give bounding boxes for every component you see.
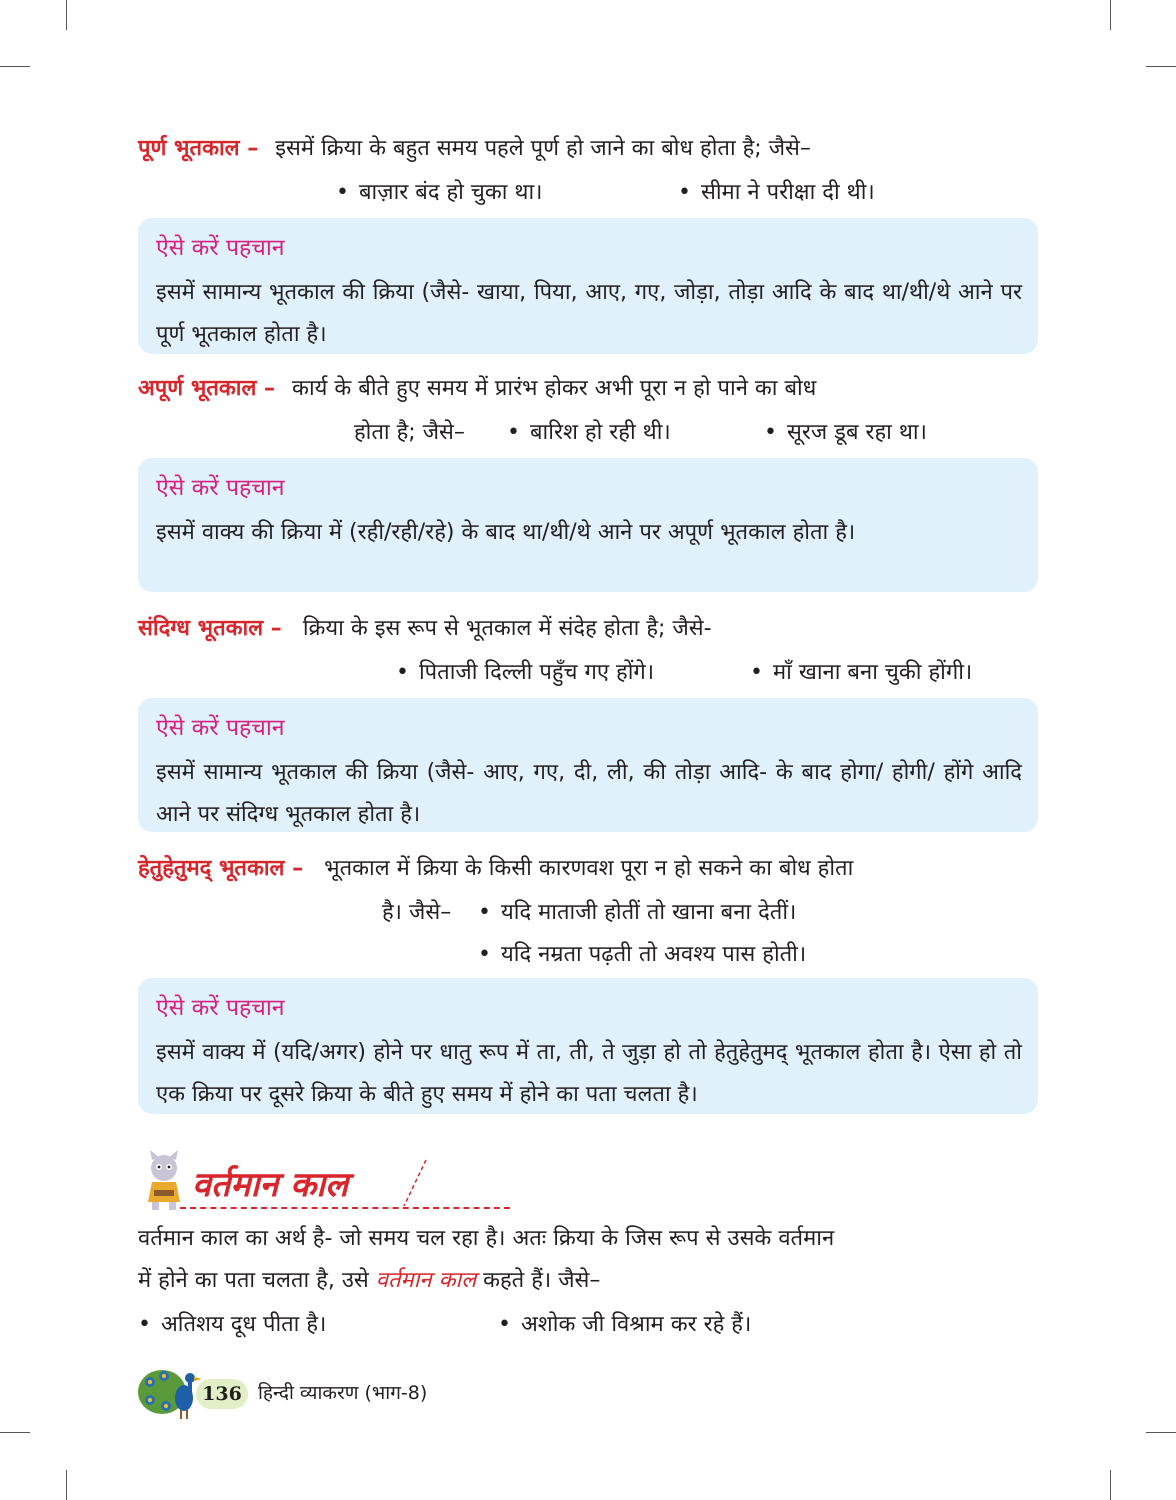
- definition-text: भूतकाल में क्रिया के किसी कारणवश पूरा न हो सकने का बोध होता: [324, 856, 854, 881]
- term-heading: संदिग्ध भूतकाल –: [138, 616, 282, 641]
- section-heading: [140, 1150, 440, 1220]
- box-text: इसमें सामान्य भूतकाल की क्रिया (जैसे- आए, गए, दी, ली, की तोड़ा आदि- के बाद होगा/ होगी/ होंगे आदि आने पर संदिग्ध भूतकाल होता है।: [156, 760, 1022, 827]
- identify-box: [138, 698, 1038, 832]
- heading-underline: [180, 1207, 510, 1209]
- example-item: • बारिश हो रही थी।: [507, 416, 671, 450]
- identify-box: [138, 458, 1038, 592]
- example-item: • पिताजी दिल्ली पहुँच गए होंगे।: [396, 656, 654, 690]
- paragraph-text: में होने का पता चलता है, उसे: [138, 1268, 376, 1293]
- paragraph-text: कहते हैं। जैसे–: [476, 1268, 601, 1293]
- crop-mark: [0, 1432, 30, 1433]
- box-text: इसमें वाक्य में (यदि/अगर) होने पर धातु रूप में ता, ती, ते जुड़ा हो तो हेतुहेतुमद् भूतकाल होता है। ऐसा हो तो एक क्रिया पर दूसरे क्रिया के बीते हुए समय में होने का पता चलता है।: [156, 1040, 1022, 1107]
- heading-slash-decoration: [400, 1158, 430, 1208]
- heading-text: वर्तमान काल: [192, 1165, 349, 1205]
- section-definition: [138, 852, 853, 886]
- example-item: • सीमा ने परीक्षा दी थी।: [678, 176, 875, 210]
- box-text: इसमें वाक्य की क्रिया में (रही/रही/रहे) के बाद था/थी/थे आने पर अपूर्ण भूतकाल होता है।: [156, 520, 856, 545]
- example-item: • सूरज डूब रहा था।: [764, 416, 927, 450]
- crop-mark: [1146, 66, 1176, 67]
- box-title: ऐसे करें पहचान: [156, 475, 285, 501]
- paragraph-line: वर्तमान काल का अर्थ है- जो समय चल रहा है। अतः क्रिया के जिस रूप से उसके वर्तमान: [138, 1226, 835, 1251]
- example-item: • बाज़ार बंद हो चुका था।: [336, 176, 543, 210]
- example-item: • यदि माताजी होतीं तो खाना बना देतीं।: [478, 896, 796, 930]
- crop-mark: [66, 1470, 67, 1500]
- box-text: इसमें सामान्य भूतकाल की क्रिया (जैसे- खाया, पिया, आए, गए, जोड़ा, तोड़ा आदि के बाद था/थी/थे आने पर पूर्ण भूतकाल होता है।: [156, 280, 1022, 347]
- example-item: • माँ खाना बना चुकी होंगी।: [750, 656, 972, 690]
- crop-mark: [0, 66, 30, 67]
- section-definition: [138, 132, 811, 166]
- crop-mark: [1110, 0, 1111, 30]
- box-title: ऐसे करें पहचान: [156, 995, 285, 1021]
- box-title: ऐसे करें पहचान: [156, 715, 285, 741]
- example-item: • अशोक जी विश्राम कर रहे हैं।: [498, 1308, 751, 1342]
- section-definition: [138, 372, 816, 406]
- crop-mark: [66, 0, 67, 30]
- term-heading: पूर्ण भूतकाल –: [138, 136, 259, 161]
- term-heading: हेतुहेतुमद् भूतकाल –: [138, 856, 304, 881]
- paragraph-line: [138, 1264, 600, 1298]
- page-number: 136: [196, 1379, 248, 1409]
- section-definition: [138, 612, 712, 646]
- example-item: • यदि नम्रता पढ़ती तो अवश्य पास होती।: [478, 938, 806, 972]
- definition-continuation: होता है; जैसे–: [354, 420, 465, 445]
- crop-mark: [1110, 1470, 1111, 1500]
- definition-continuation: है। जैसे–: [382, 900, 452, 925]
- identify-box: [138, 218, 1038, 354]
- identify-box: [138, 978, 1038, 1114]
- definition-text: क्रिया के इस रूप से भूतकाल में संदेह होता है; जैसे-: [302, 616, 712, 641]
- box-title: ऐसे करें पहचान: [156, 235, 285, 261]
- definition-text: इसमें क्रिया के बहुत समय पहले पूर्ण हो जाने का बोध होता है; जैसे–: [275, 136, 811, 161]
- book-title: हिन्दी व्याकरण (भाग-8): [258, 1382, 428, 1404]
- example-item: • अतिशय दूध पीता है।: [138, 1308, 326, 1342]
- highlighted-term: वर्तमान काल: [375, 1268, 477, 1293]
- term-heading: अपूर्ण भूतकाल –: [138, 376, 276, 401]
- cat-mascot-icon: [140, 1150, 188, 1212]
- definition-text: कार्य के बीते हुए समय में प्रारंभ होकर अभी पूरा न हो पाने का बोध: [292, 376, 817, 401]
- crop-mark: [1146, 1432, 1176, 1433]
